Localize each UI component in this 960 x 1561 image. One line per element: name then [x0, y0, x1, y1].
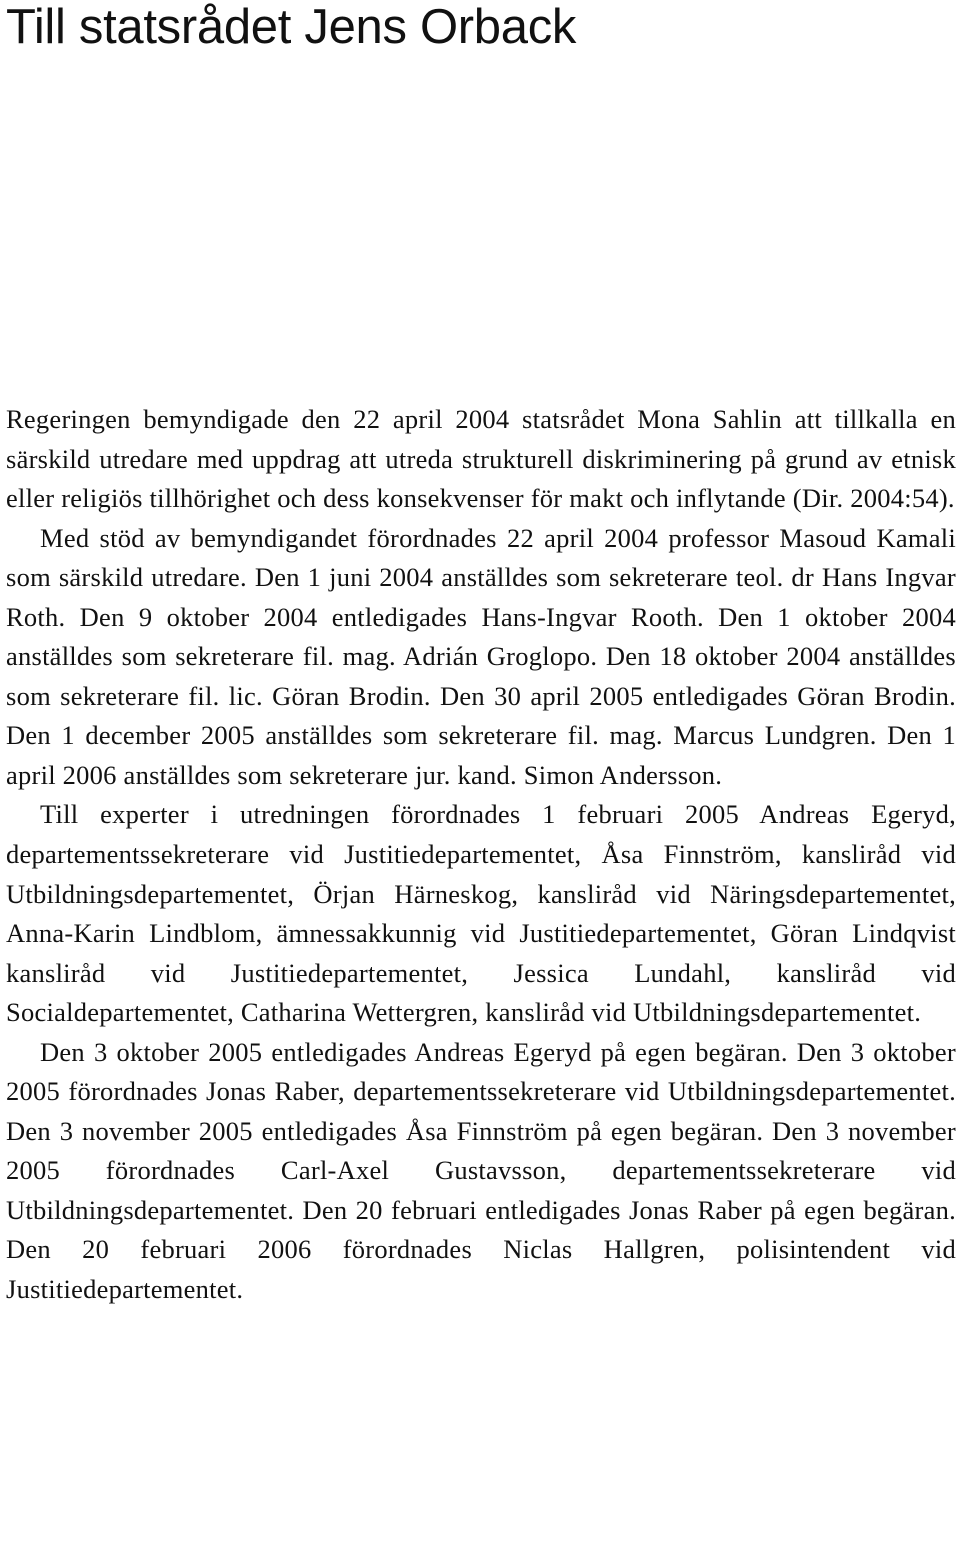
paragraph-commission: Regeringen bemyndigade den 22 april 2004 statsrådet Mona Sahlin att tillkalla en särskild utredare med uppdrag att utreda strukturell diskriminering på grund av etnisk eller religiös tillhörighet och dess konsekvenser för makt och inflytande (Dir. 2004:54). — [6, 404, 956, 514]
document-body — [6, 400, 956, 1310]
paragraph-expert-changes: Den 3 oktober 2005 entledigades Andreas Egeryd på egen begäran. Den 3 oktober 2005 förordnades Jonas Raber, departementssekreterare vid Utbildningsdepartementet. Den 3 november 2005 entledigades Åsa Finnström på egen begäran. Den 3 november 2005 förordnades Carl-Axel Gustavsson, departementssekreterare vid Utbildningsdepartementet. Den 20 februari entledigades Jonas Raber på egen begäran. Den 20 februari 2006 förordnades Niclas Hallgren, polisintendent vid Justitiedepartementet. — [6, 1036, 956, 1305]
document-title: Till statsrådet Jens Orback — [6, 0, 577, 54]
paragraph-experts: Till experter i utredningen förordnades 1 februari 2005 Andreas Egeryd, departementssekreterare vid Justitiedepartementet, Åsa Finnström, kansliråd vid Utbildningsdepartementet, Örjan Härneskog, kansliråd vid Näringsdepartementet, Anna-Karin Lindblom, ämnessakkunnig vid Justitiedepartementet, Göran Lindqvist kansliråd vid Justitiedepartementet, Jessica Lundahl, kansliråd vid Socialdepartementet, Catharina Wettergren, kansliråd vid Utbildningsdepartementet. — [6, 799, 956, 1028]
paragraph-appointments: Med stöd av bemyndigandet förordnades 22 april 2004 professor Masoud Kamali som särskild utredare. Den 1 juni 2004 anställdes som sekreterare teol. dr Hans Ingvar Roth. Den 9 oktober 2004 entledigades Hans-Ingvar Rooth. Den 1 oktober 2004 anställdes som sekreterare fil. mag. Adrián Groglopo. Den 18 oktober 2004 anställdes som sekreterare fil. lic. Göran Brodin. Den 30 april 2005 entledigades Göran Brodin. Den 1 december 2005 anställdes som sekreterare fil. mag. Marcus Lundgren. Den 1 april 2006 anställdes som sekreterare jur. kand. Simon Andersson. — [6, 522, 956, 790]
